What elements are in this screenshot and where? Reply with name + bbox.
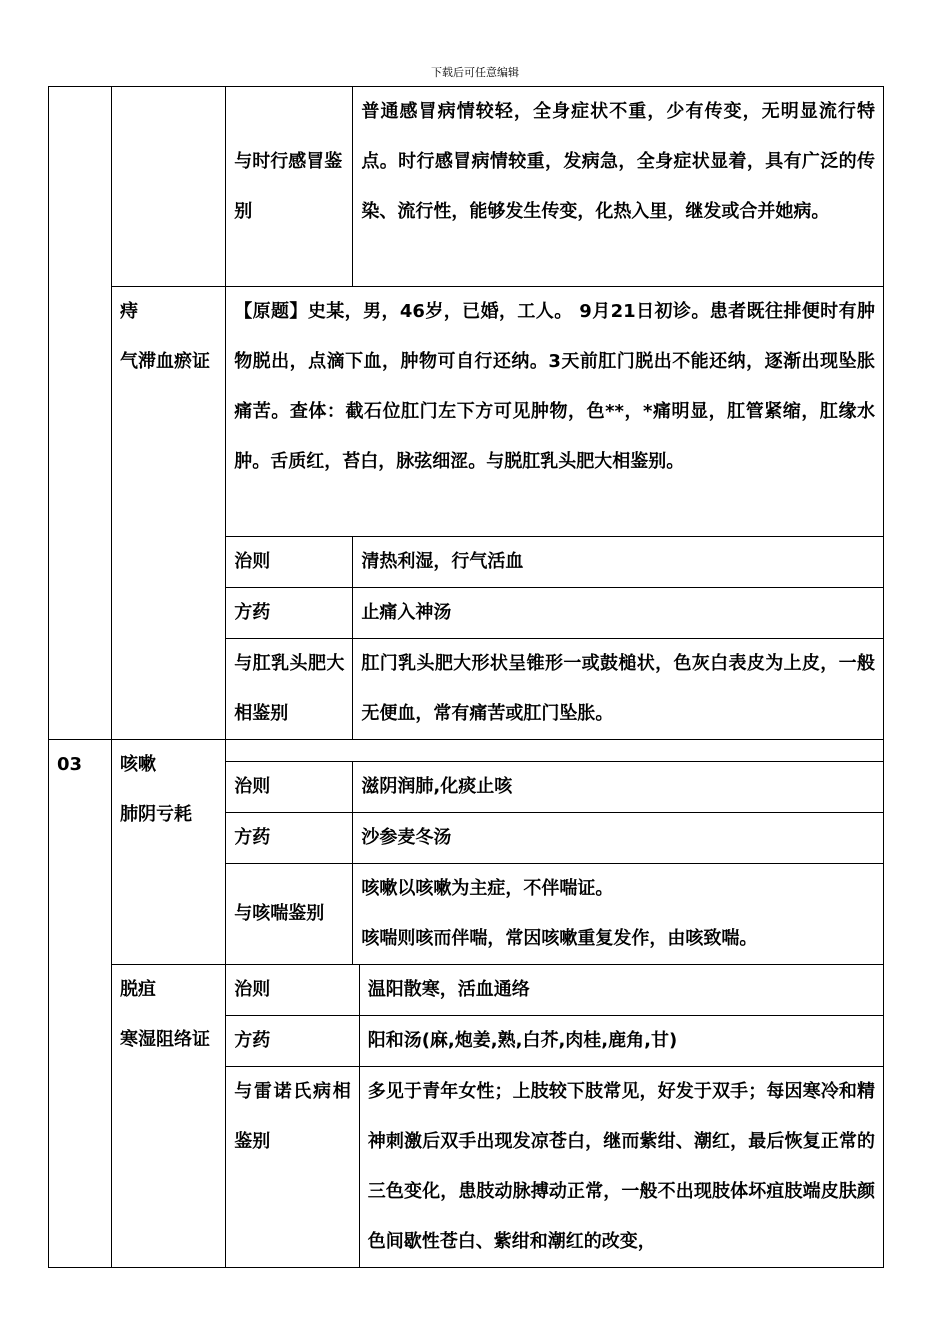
tuoju-details (226, 965, 884, 1268)
syndrome-name: 气滞血瘀证 (120, 351, 211, 372)
label-cell: 与雷诺氏病相鉴别 (226, 1067, 359, 1268)
content-cell: 温阳散寒，活血通络 (359, 965, 883, 1016)
empty-disease-cell (112, 87, 226, 287)
label-cell: 治则 (226, 762, 353, 813)
table-row (49, 287, 884, 537)
disease-cell (112, 740, 226, 965)
medical-table (48, 86, 884, 1268)
tuoju-wrapper (112, 965, 225, 1065)
label-cell: 与时行感冒鉴别 (226, 87, 353, 287)
content-cell: 普通感冒病情较轻，全身症状不重，少有传变，无明显流行特点。时行感冒病情较重，发病急，全身症状显着，具有广泛的传染、流行性，能够发生传变，化热入里，继发或合并她病。 (353, 87, 884, 287)
content-cell (353, 864, 884, 965)
page-header: 下载后可任意编辑 (431, 66, 519, 79)
section-number: 03 (49, 740, 112, 1268)
tuoju-table (226, 965, 883, 1267)
table-row (226, 1016, 883, 1067)
disease-cell (112, 287, 226, 740)
label-cell: 与肛乳头肥大相鉴别 (226, 639, 353, 740)
content-cell: 清热利湿，行气活血 (353, 537, 884, 588)
label-cell: 方药 (226, 1016, 359, 1067)
disease-cell (112, 965, 226, 1268)
label-cell: 治则 (226, 965, 359, 1016)
diff-line: 咳喘则咳而伴喘，常因咳嗽重复发作，由咳致喘。 (361, 928, 758, 949)
table-row (226, 1067, 883, 1268)
label-cell: 与咳喘鉴别 (226, 864, 353, 965)
label-cell: 方药 (226, 588, 353, 639)
content-cell: 肛门乳头肥大形状呈锥形一或鼓槌状，色灰白表皮为上皮，一般无便血，常有痛苦或肛门坠胀。 (353, 639, 884, 740)
label-cell: 方药 (226, 813, 353, 864)
empty-cell (226, 740, 884, 762)
table-row (49, 740, 884, 762)
content-cell: 滋阴润肺,化痰止咳 (353, 762, 884, 813)
disease-name: 咳嗽 (120, 754, 157, 775)
content-cell: 阳和汤(麻,炮姜,熟,白芥,肉桂,鹿角,甘) (359, 1016, 883, 1067)
table-row (226, 965, 883, 1016)
label-cell: 治则 (226, 537, 353, 588)
syndrome-name: 肺阴亏耗 (120, 804, 193, 825)
table-row (49, 965, 884, 1268)
syndrome-name: 寒湿阻络证 (120, 1029, 211, 1050)
table-row (49, 87, 884, 287)
empty-number-cell (49, 87, 112, 740)
disease-name: 痔 (120, 301, 139, 322)
content-cell: 多见于青年女性；上肢较下肢常见，好发于双手；每因寒冷和精神刺激后双手出现发凉苍白，继而紫绀、潮红，最后恢复正常的三色变化，患肢动脉搏动正常，一般不出现肢体坏疽肢端皮肤颜色间歇性苍白、紫绀和潮红的改变， (367, 1081, 875, 1252)
disease-name: 脱疽 (120, 979, 157, 1000)
content-cell: 止痛入神汤 (353, 588, 884, 639)
disease-inner (112, 965, 225, 1065)
content-cell: 沙参麦冬汤 (353, 813, 884, 864)
diff-line: 咳嗽以咳嗽为主症，不伴喘证。 (361, 878, 614, 899)
case-cell: 【原题】史某，男，46岁，已婚，工人。 9月21日初诊。患者既往排便时有肿物脱出，点滴下血，肿物可自行还纳。3天前肛门脱出不能还纳，逐渐出现坠胀痛苦。查体：截石位肛门左下方可见肿物，色**，*痛明显，肛管紧缩，肛缘水肿。舌质红，苔白，脉弦细涩。与脱肛乳头肥大相鉴别。 (226, 287, 884, 537)
